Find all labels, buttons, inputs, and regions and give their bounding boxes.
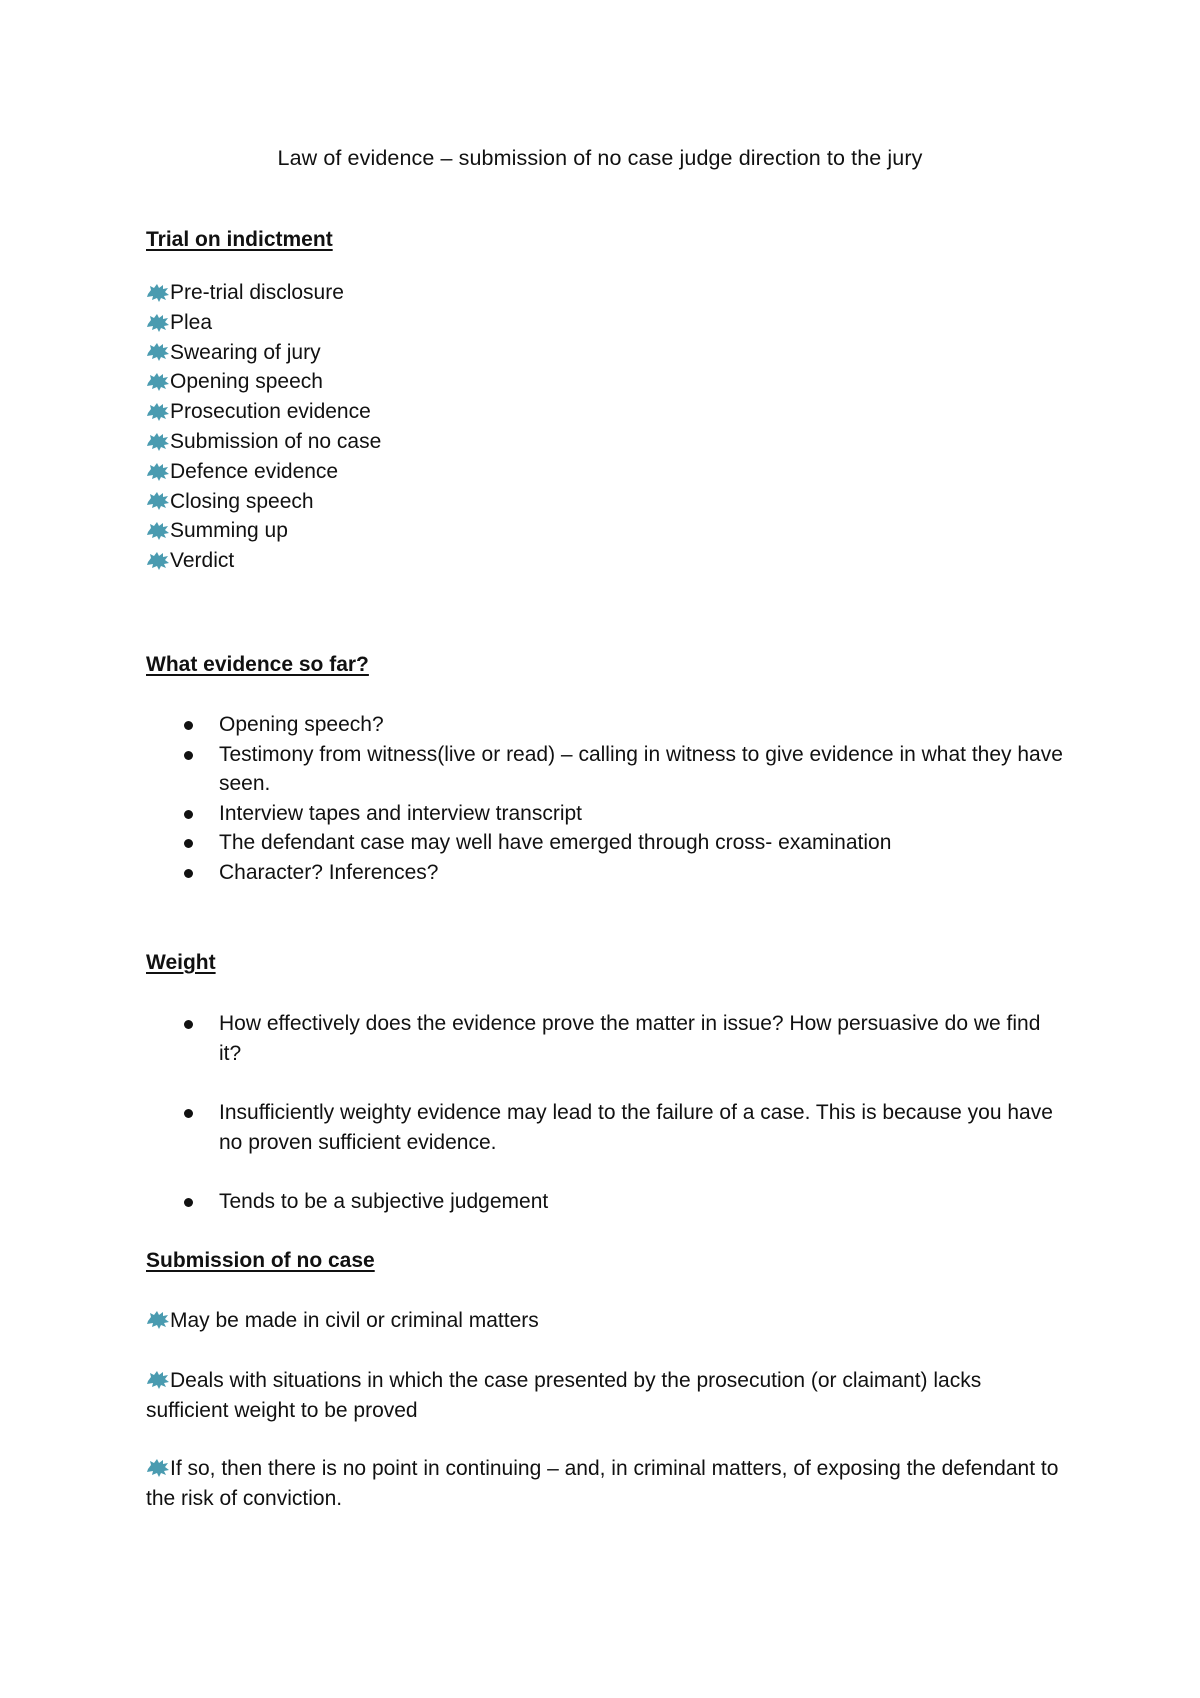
list-item: The defendant case may well have emerged through cross- examination [146,828,1066,858]
list-item: Opening speech [146,367,381,397]
list-item: Interview tapes and interview transcript [146,799,1066,829]
splat-bullet-icon [146,491,170,511]
bullet-dot-icon [184,1109,193,1118]
bullet-dot-icon [184,869,193,878]
splat-bullet-icon [146,462,170,482]
splat-bullet-icon [146,372,170,392]
heading-trial-on-indictment: Trial on indictment [146,228,333,251]
list-item: Tends to be a subjective judgement [146,1187,1066,1217]
list-item: Submission of no case [146,427,381,457]
list-item: Closing speech [146,487,381,517]
no-case-paragraph: Deals with situations in which the case presented by the prosecution (or claimant) lacks sufficient weight to be proved [146,1369,982,1422]
document-title: Law of evidence – submission of no case judge direction to the jury [277,146,923,170]
list-item: Opening speech? [146,710,1066,740]
bullet-dot-icon [184,810,193,819]
bullet-dot-icon [184,1020,193,1029]
list-item: How effectively does the evidence prove the matter in issue? How persuasive do we find it? [146,1009,1066,1068]
list-item: Verdict [146,546,381,576]
splat-bullet-icon [146,1310,170,1330]
list-item: Swearing of jury [146,338,381,368]
bullet-dot-icon [184,1198,193,1207]
trial-stages-list [146,278,381,576]
splat-bullet-icon [146,1458,170,1478]
list-item: Plea [146,308,381,338]
bullet-dot-icon [184,839,193,848]
heading-what-evidence-so-far: What evidence so far? [146,653,369,676]
splat-bullet-icon [146,342,170,362]
splat-bullet-icon [146,432,170,452]
no-case-paragraph: If so, then there is no point in continuing – and, in criminal matters, of exposing the defendant to the risk of conviction. [146,1457,1059,1510]
list-item: Pre-trial disclosure [146,278,381,308]
list-item: Prosecution evidence [146,397,381,427]
splat-bullet-icon [146,1370,170,1390]
heading-submission-of-no-case: Submission of no case [146,1249,375,1272]
evidence-so-far-list [146,710,1066,887]
splat-bullet-icon [146,521,170,541]
list-item: Insufficiently weighty evidence may lead to the failure of a case. This is because you have no proven sufficient evidence. [146,1098,1066,1157]
bullet-dot-icon [184,751,193,760]
list-item: Defence evidence [146,457,381,487]
no-case-paragraph: May be made in civil or criminal matters [146,1306,1066,1336]
list-item: Summing up [146,516,381,546]
bullet-dot-icon [184,721,193,730]
weight-list [146,1009,1066,1217]
splat-bullet-icon [146,402,170,422]
list-item: Character? Inferences? [146,858,1066,888]
list-item: Testimony from witness(live or read) – calling in witness to give evidence in what they have seen. [146,740,1066,799]
splat-bullet-icon [146,313,170,333]
splat-bullet-icon [146,551,170,571]
heading-weight: Weight [146,951,216,974]
splat-bullet-icon [146,283,170,303]
